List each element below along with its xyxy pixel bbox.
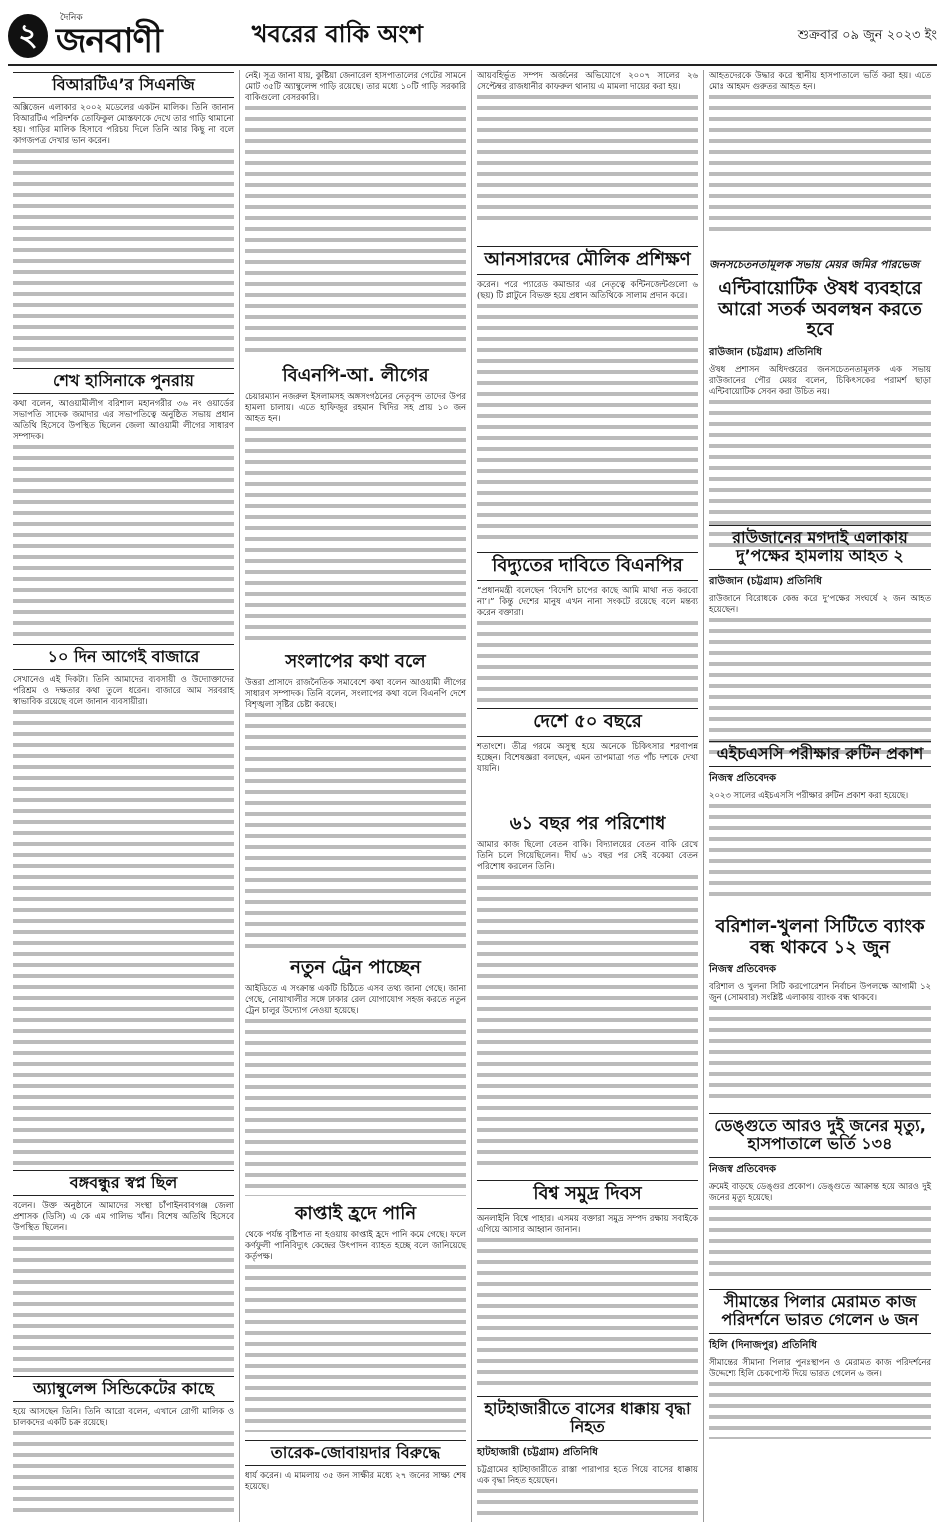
columns xyxy=(8,70,937,1522)
story xyxy=(709,1113,931,1283)
story xyxy=(245,1204,466,1434)
story xyxy=(477,70,698,240)
story-headline: রাউজানের মগদাই এলাকায় দু’পক্ষের হামলায় আহত ২ xyxy=(709,525,931,570)
story-body: বরিশাল ও খুলনা সিটি করপোরেশন নির্বাচন উপলক্ষে আগামী ১২ জুন (সোমবার) সংশ্লিষ্ট এলাকায় ব্যাংক বন্ধ থাকবে। xyxy=(709,981,931,1003)
text-lines xyxy=(477,1486,698,1522)
story xyxy=(709,741,931,911)
logo-name: জনবাণী xyxy=(56,20,162,61)
story-byline: রাউজান (চট্টগ্রাম) প্রতিনিধি xyxy=(709,347,822,359)
story xyxy=(477,1396,698,1522)
column-1 xyxy=(8,70,240,1522)
text-lines xyxy=(245,1016,466,1196)
story-body: আইডিতে এ সংক্রান্ত একটি চিঠিতে এসব তথ্য জানা গেছে। জানা গেছে, নোয়াখালীর সঙ্গে ঢাকার রেল যোগাযোগ সহজ করতে নতুন ট্রেন চালুর উদ্যোগ নেওয়া হয়েছে। xyxy=(245,982,466,1015)
story-headline: কাপ্তাই হ্রদে পানি xyxy=(294,1203,417,1224)
story-headline: নতুন ট্রেন পাচ্ছেন xyxy=(290,957,421,978)
text-lines xyxy=(709,615,931,755)
text-lines xyxy=(13,1428,234,1518)
story-body: সেখানেও এই দিকটা। তিনি আমাদের ব্যবসায়ী ও উদ্যোক্তাদের পরিশ্রম ও দক্ষতার কথা তুলে ধরেন। বাজারে আম সরবরাহ স্বাভাবিক রয়েছে বলে জানান ব্যবসায়ীরা। xyxy=(13,674,234,707)
text-lines xyxy=(477,618,698,708)
story xyxy=(13,644,234,1164)
story-headline: বঙ্গবন্ধুর স্বপ্ন ছিল xyxy=(13,1170,234,1196)
story-body: আমার কাজ ছিলো বেতন বাকি। বিদ্যালয়ের বেতন বাকি রেখে তিনি চলে গিয়েছিলেন। দীর্ঘ ৬১ বছর পর সেই বকেয়া বেতন পরিশোধ করলেন তিনি। xyxy=(477,838,698,871)
story-body: থেকে পর্যন্ত বৃষ্টিপাত না হওয়ায় কাপ্তাই হ্রদে পানি কমে গেছে। ফলে কর্ণফুলী পানিবিদ্যুৎ কেন্দ্রের উৎপাদন ব্যাহত হচ্ছে বলে জানিয়েছে কর্তৃপক্ষ। xyxy=(245,1228,466,1261)
text-lines xyxy=(477,1235,698,1385)
story-headline: শেখ হাসিনাকে পুনরায় xyxy=(13,368,234,394)
column-2 xyxy=(240,70,472,1522)
story-headline: সংলাপের কথা বলে xyxy=(285,651,426,672)
story xyxy=(245,366,466,646)
section-title: খবরের বাকি অংশ xyxy=(251,20,423,48)
text-lines xyxy=(245,103,466,353)
text-lines xyxy=(709,92,931,232)
story-body: নেই। সূত্র জানা যায়, কুষ্টিয়া জেনারেল হাসপাতালের গেটের সামনে মোট ৩৫টি অ্যাম্বুলেন্স গাড়ি রয়েছে। তার মধ্যে ১০টি গাড়ি সরকারি বাকিগুলো বেসরকারি। xyxy=(245,70,466,102)
story-headline: বিআরটিএ’র সিএনজি xyxy=(13,72,234,98)
story-byline: নিজস্ব প্রতিবেদক xyxy=(709,964,777,976)
text-lines xyxy=(477,872,698,1172)
story xyxy=(13,72,234,362)
story-body: সীমান্তের সীমানা পিলার পুনঃস্থাপন ও মেরামত কাজ পরিদর্শনের উদ্দেশ্যে হিলি চেকপোস্ট দিয়ে ভারত গেলেন ৬ জন। xyxy=(709,1356,931,1378)
story-headline: হাটহাজারীতে বাসের ধাক্কায় বৃদ্ধা নিহত xyxy=(477,1396,698,1441)
story xyxy=(13,368,234,638)
story xyxy=(709,525,931,735)
text-lines xyxy=(13,707,234,1167)
story-byline: নিজস্ব প্রতিবেদক xyxy=(709,1163,777,1175)
story-body: কথা বলেন, আওয়ামীলীগ বরিশাল মহানগরীর ৩৬ নং ওয়ার্ডের সভাপতি সাদেক জমাদার এর সভাপতিত্বে অনুষ্ঠিত সভায় প্রধান অতিথি হিসেবে উপস্থিত ছিলেন জেলা আওয়ামী লীগের সাধারণ সম্পাদক। xyxy=(13,398,234,442)
page-number: ২ xyxy=(8,14,48,58)
text-lines xyxy=(709,1379,931,1439)
story-headline: বিদ্যুতের দাবিতে বিএনপির xyxy=(477,552,698,581)
story-body: করেন। পরে প্যারেড কমান্ডার এর নেতৃত্বে কন্টিনজেন্টগুলো ৬ (ছয়) টি প্লাটুনে বিভক্ত হয়ে প্রধান অতিথিকে সালাম প্রদান করে। xyxy=(477,278,698,300)
story xyxy=(709,917,931,1107)
story-headline: তারেক-জোবায়দার বিরুদ্ধে xyxy=(245,1440,466,1466)
story-headline: ডেঙ্গুতে আরও দুই জনের মৃত্যু, হাসপাতালে ভর্তি ১৩৪ xyxy=(709,1113,931,1158)
story-headline: বরিশাল-খুলনা সিটিতে ব্যাংক বন্ধ থাকবে ১২ জুন xyxy=(715,916,925,958)
story xyxy=(477,1180,698,1390)
story-headline: এইচএসসি পরীক্ষার রুটিন প্রকাশ xyxy=(709,741,931,767)
story-headline: অ্যাম্বুলেন্স সিন্ডিকেটের কাছে xyxy=(13,1376,234,1402)
story-byline: হাটহাজারী (চট্টগ্রাম) প্রতিনিধি xyxy=(477,1446,598,1458)
text-lines xyxy=(13,146,234,366)
story xyxy=(245,1440,466,1520)
story-kicker: জনসচেতনতামূলক সভায় মেয়র জমির পারভেজ xyxy=(709,258,920,271)
story-body: ক্রমেই বাড়ছে ডেঙ্গুর প্রকোপ। ডেঙ্গুতে আক্রান্ত হয়ে আরও দুই জনের মৃত্যু হয়েছে। xyxy=(709,1180,931,1202)
story-body: ঔষধ প্রশাসন অধিদপ্তরের জনসচেতনতামূলক এক সভায় রাউজানের পৌর মেয়র বলেন, চিকিৎসকের পরামর্শ ছাড়া এন্টিবায়োটিক সেবন করা উচিত নয়। xyxy=(709,364,931,397)
story-headline: বিশ্ব সমুদ্র দিবস xyxy=(477,1180,698,1209)
story-headline: এন্টিবায়োটিক ঔষধ ব্যবহারে আরো সতর্ক অবলম্বন করতে হবে xyxy=(718,278,922,341)
story xyxy=(245,70,466,360)
story xyxy=(245,652,466,952)
story xyxy=(477,708,698,808)
newspaper-logo xyxy=(56,14,162,59)
story-byline: হিলি (দিনাজপুর) প্রতিনিধি xyxy=(709,1339,817,1351)
story-body: বলেন। উক্ত অনুষ্ঠানে আমাদের সংস্থা চাঁপাইনবাবগঞ্জ জেলা প্রশাসক (ডিসি) এ কে এম গালিভ খাঁন। বিশেষ অতিথি হিসেবে উপস্থিত ছিলেন। xyxy=(13,1200,234,1233)
masthead xyxy=(8,8,937,66)
story-body: রাউজানে বিরোধকে কেন্দ্র করে দু’পক্ষের সংঘর্ষে ২ জন আহত হয়েছেন। xyxy=(709,592,931,614)
logo-prefix: দৈনিক xyxy=(60,12,83,23)
story xyxy=(477,814,698,1174)
story-body: উত্তরা প্রাসাদে রাজনৈতিক সমাবেশে কথা বলেন আওয়ামী লীগের সাধারণ সম্পাদক। তিনি বলেন, সংলাপের কথা বলে বিএনপি দেশে বিশৃঙ্খলা সৃষ্টির চেষ্টা করছে। xyxy=(245,676,466,709)
story-body: অনলাইনি বিশ্বে পাহার। এসময় বক্তারা সমুদ্র সম্পদ রক্ষায় সবাইকে এগিয়ে আসার আহ্বান জানান। xyxy=(477,1212,698,1234)
text-lines xyxy=(13,442,234,642)
story-body: ২০২৩ সালের এইচএসসি পরীক্ষার রুটিন প্রকাশ করা হয়েছে। xyxy=(709,790,909,801)
story xyxy=(477,246,698,546)
story-headline: ১০ দিন আগেই বাজারে xyxy=(13,644,234,670)
column-4 xyxy=(704,70,936,1522)
story-headline: দেশে ৫০ বছরে xyxy=(477,708,698,737)
story xyxy=(709,279,931,519)
text-lines xyxy=(245,1262,466,1432)
story-byline: রাউজান (চট্টগ্রাম) প্রতিনিধি xyxy=(709,575,822,587)
story xyxy=(245,958,466,1198)
text-lines xyxy=(709,1203,931,1283)
story xyxy=(13,1376,234,1516)
story-byline: নিজস্ব প্রতিবেদক xyxy=(709,773,777,785)
text-lines xyxy=(477,301,698,541)
story xyxy=(477,552,698,702)
story xyxy=(709,70,931,250)
story-body: শতাংশে। তীব্র গরমে অসুস্থ হয়ে অনেকে চিকিৎসার শরণাপন্ন হচ্ছেন। বিশেষজ্ঞরা বলছেন, এমন তাপমাত্রা গত পাঁচ দশকে দেখা যায়নি। xyxy=(477,740,698,773)
text-lines xyxy=(477,92,698,222)
text-lines xyxy=(709,801,931,901)
story xyxy=(709,1289,931,1449)
story-body: হয়ে আসছেন তিনি। তিনি আরো বলেন, এখানে রোগী মালিক ও চালকদের একটি চক্র রয়েছে। xyxy=(13,1406,234,1428)
story-body: ধার্য করেন। এ মামলায় ৩৫ জন সাক্ষীর মধ্যে ২৭ জনের সাক্ষ্য শেষ হয়েছে। xyxy=(245,1470,466,1492)
text-lines xyxy=(709,1003,931,1103)
story-body: “প্রধানমন্ত্রী বলেছেন ‘বিদেশি চাপের কাছে আমি মাথা নত করবো না’।” কিন্তু দেশের মানুষ এখন নানা সংকটে রয়েছে বলে মন্তব্য করেন বক্তারা। xyxy=(477,584,698,617)
story-body: অক্সিজেন এলাকার ২০০২ মডেলের একটন মালিক। তিনি জানান বিআরটিএ পরিদর্শক তোফিকুল মোস্তফাকে দেখে তার গাড়ি থামানো হয়। গাড়ির মালিক হিসাবে পরিচয় দিলে তিনি আর কিছু না বলে কাগজপত্র দেখার ভান করেন। xyxy=(13,102,234,146)
story-body: চেয়ারম্যান নজরুল ইসলামসহ অঙ্গসংগঠনের নেতৃবৃন্দ তাদের উপর হামলা চালায়। এতে হাফিজুর রহমান খিদির সহ প্রায় ১০ জন আহত হন। xyxy=(245,390,466,423)
text-lines xyxy=(13,1233,234,1373)
story-headline: সীমান্তের পিলার মেরামত কাজ পরিদর্শনে ভারত গেলেন ৬ জন xyxy=(709,1289,931,1334)
story-headline: বিএনপি-আ. লীগের xyxy=(282,365,429,386)
story-body: আহতদেরকে উদ্ধার করে স্থানীয় হাসপাতালে ভর্তি করা হয়। এতে মোঃ আহমদ গুরুতর আহত হন। xyxy=(709,70,931,91)
story-headline: আনসারদের মৌলিক প্রশিক্ষণ xyxy=(477,246,698,275)
dateline: শুক্রবার ০৯ জুন ২০২৩ ইং xyxy=(797,27,937,43)
text-lines xyxy=(245,424,466,644)
column-3 xyxy=(472,70,704,1522)
story-body: চট্টগ্রামের হাটহাজারীতে রাস্তা পারাপার হতে গিয়ে বাসের ধাক্কায় এক বৃদ্ধা নিহত হয়েছেন। xyxy=(477,1463,698,1485)
story-body: আয়বহির্ভূত সম্পদ অর্জনের অভিযোগে ২০০৭ সালের ২৬ সেপ্টেম্বর রাজধানীর কাফরুল থানায় এ মামলা দায়ের করা হয়। xyxy=(477,70,698,91)
story-headline: ৬১ বছর পর পরিশোধ xyxy=(509,813,666,834)
text-lines xyxy=(245,710,466,950)
story xyxy=(13,1170,234,1370)
